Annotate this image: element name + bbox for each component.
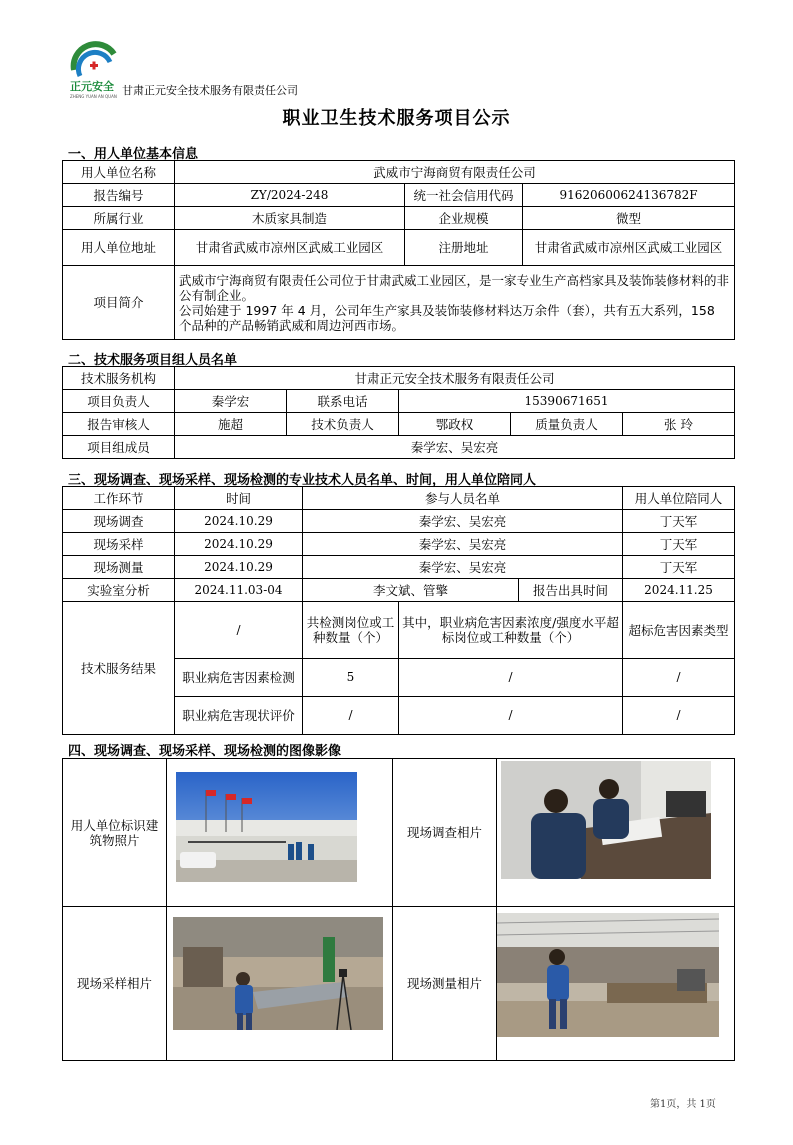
credit-code-value: 91620600624136782F: [523, 184, 735, 207]
address-value: 甘肃省武威市凉州区武威工业园区: [175, 230, 405, 266]
leader-value: 秦学宏: [175, 390, 287, 413]
sampling-label: 现场采样: [63, 533, 175, 556]
building-photo: [176, 772, 357, 882]
measure-time: 2024.10.29: [175, 556, 303, 579]
agency-label: 技术服务机构: [63, 367, 175, 390]
section1-heading: 一、用人单位基本信息: [68, 147, 199, 162]
detect-label: 职业病危害因素检测: [175, 659, 303, 697]
leader-label: 项目负责人: [63, 390, 175, 413]
intro-paragraph-2: 公司始建于 1997 年 4 月，公司年生产家具及装饰装修材料达万余件（套），共有五大系列，158 个品种的产品畅销武威和周边河西市场。: [179, 302, 715, 333]
sampling-escort: 丁天军: [623, 533, 735, 556]
measure-photo-label: 现场测量相片: [393, 907, 497, 1061]
result-label: 技术服务结果: [63, 602, 175, 735]
report-date-value: 2024.11.25: [623, 579, 735, 602]
company-logo: [66, 40, 122, 102]
lab-time: 2024.11.03-04: [175, 579, 303, 602]
eval-label: 职业病危害现状评价: [175, 697, 303, 735]
sampling-time: 2024.10.29: [175, 533, 303, 556]
reviewer-label: 报告审核人: [63, 413, 175, 436]
survey-time: 2024.10.29: [175, 510, 303, 533]
quality-label: 质量负责人: [511, 413, 623, 436]
detect-over: /: [399, 659, 623, 697]
measure-photo: [497, 913, 719, 1037]
employer-info-table: [62, 160, 735, 340]
head-stage: 工作环节: [63, 487, 175, 510]
phone-value: 15390671651: [399, 390, 735, 413]
scale-value: 微型: [523, 207, 735, 230]
survey-people: 秦学宏、吴宏亮: [303, 510, 623, 533]
reg-address-value: 甘肃省武威市凉州区武威工业园区: [523, 230, 735, 266]
sampling-photo: [173, 917, 383, 1030]
report-no-label: 报告编号: [63, 184, 175, 207]
company-name: 甘肃正元安全技术服务有限责任公司: [122, 84, 298, 97]
industry-label: 所属行业: [63, 207, 175, 230]
head-people: 参与人员名单: [303, 487, 623, 510]
quality-value: 张 玲: [623, 413, 735, 436]
credit-code-label: 统一社会信用代码: [405, 184, 523, 207]
detect-type: /: [623, 659, 735, 697]
tech-label: 技术负责人: [287, 413, 399, 436]
measure-people: 秦学宏、吴宏亮: [303, 556, 623, 579]
reviewer-value: 施超: [175, 413, 287, 436]
section2-heading: 二、技术服务项目组人员名单: [68, 353, 238, 368]
intro-label: 项目简介: [63, 266, 175, 340]
measure-label: 现场测量: [63, 556, 175, 579]
tech-value: 鄂政权: [399, 413, 511, 436]
section4-heading: 四、现场调查、现场采样、现场检测的图像影像: [68, 744, 342, 759]
lab-label: 实验室分析: [63, 579, 175, 602]
members-value: 秦学宏、吴宏亮: [175, 436, 735, 459]
team-table: [62, 366, 735, 459]
logo-subtext: ZHENG YUAN AN QUAN: [70, 94, 117, 99]
industry-value: 木质家具制造: [175, 207, 405, 230]
measure-escort: 丁天军: [623, 556, 735, 579]
eval-count: /: [303, 697, 399, 735]
eval-over: /: [399, 697, 623, 735]
name-label: 用人单位名称: [63, 161, 175, 184]
scale-label: 企业规模: [405, 207, 523, 230]
result-col-over: 其中，职业病危害因素浓度/强度水平超标岗位或工种数量（个）: [399, 602, 623, 659]
result-col-count: 共检测岗位或工种数量（个）: [303, 602, 399, 659]
page-number: 第1页，共 1页: [650, 1099, 716, 1110]
field-work-table: [62, 486, 735, 735]
section3-heading: 三、现场调查、现场采样、现场检测的专业技术人员名单、时间，用人单位陪同人: [68, 473, 537, 488]
report-no-value: ZY/2024-248: [175, 184, 405, 207]
intro-text: [175, 266, 735, 340]
address-label: 用人单位地址: [63, 230, 175, 266]
head-escort: 用人单位陪同人: [623, 487, 735, 510]
members-label: 项目组成员: [63, 436, 175, 459]
page-title: 职业卫生技术服务项目公示: [282, 108, 511, 129]
result-slash: /: [175, 602, 303, 659]
agency-value: 甘肃正元安全技术服务有限责任公司: [175, 367, 735, 390]
detect-count: 5: [303, 659, 399, 697]
phone-label: 联系电话: [287, 390, 399, 413]
logo-text: 正元安全: [70, 80, 114, 93]
survey-photo: [501, 761, 711, 879]
sampling-photo-label: 现场采样相片: [63, 907, 167, 1061]
survey-label: 现场调查: [63, 510, 175, 533]
report-date-label: 报告出具时间: [519, 579, 623, 602]
head-time: 时间: [175, 487, 303, 510]
building-photo-label: 用人单位标识建筑物照片: [63, 759, 167, 907]
survey-escort: 丁天军: [623, 510, 735, 533]
survey-photo-label: 现场调查相片: [393, 759, 497, 907]
reg-address-label: 注册地址: [405, 230, 523, 266]
name-value: 武威市宁海商贸有限责任公司: [175, 161, 735, 184]
eval-type: /: [623, 697, 735, 735]
lab-people: 李文斌、管擎: [303, 579, 519, 602]
sampling-people: 秦学宏、吴宏亮: [303, 533, 623, 556]
result-col-type: 超标危害因素类型: [623, 602, 735, 659]
intro-paragraph-1: 武威市宁海商贸有限责任公司位于甘肃武威工业园区，是一家专业生产高档家具及装饰装修材料的非公有制企业。: [179, 272, 730, 303]
